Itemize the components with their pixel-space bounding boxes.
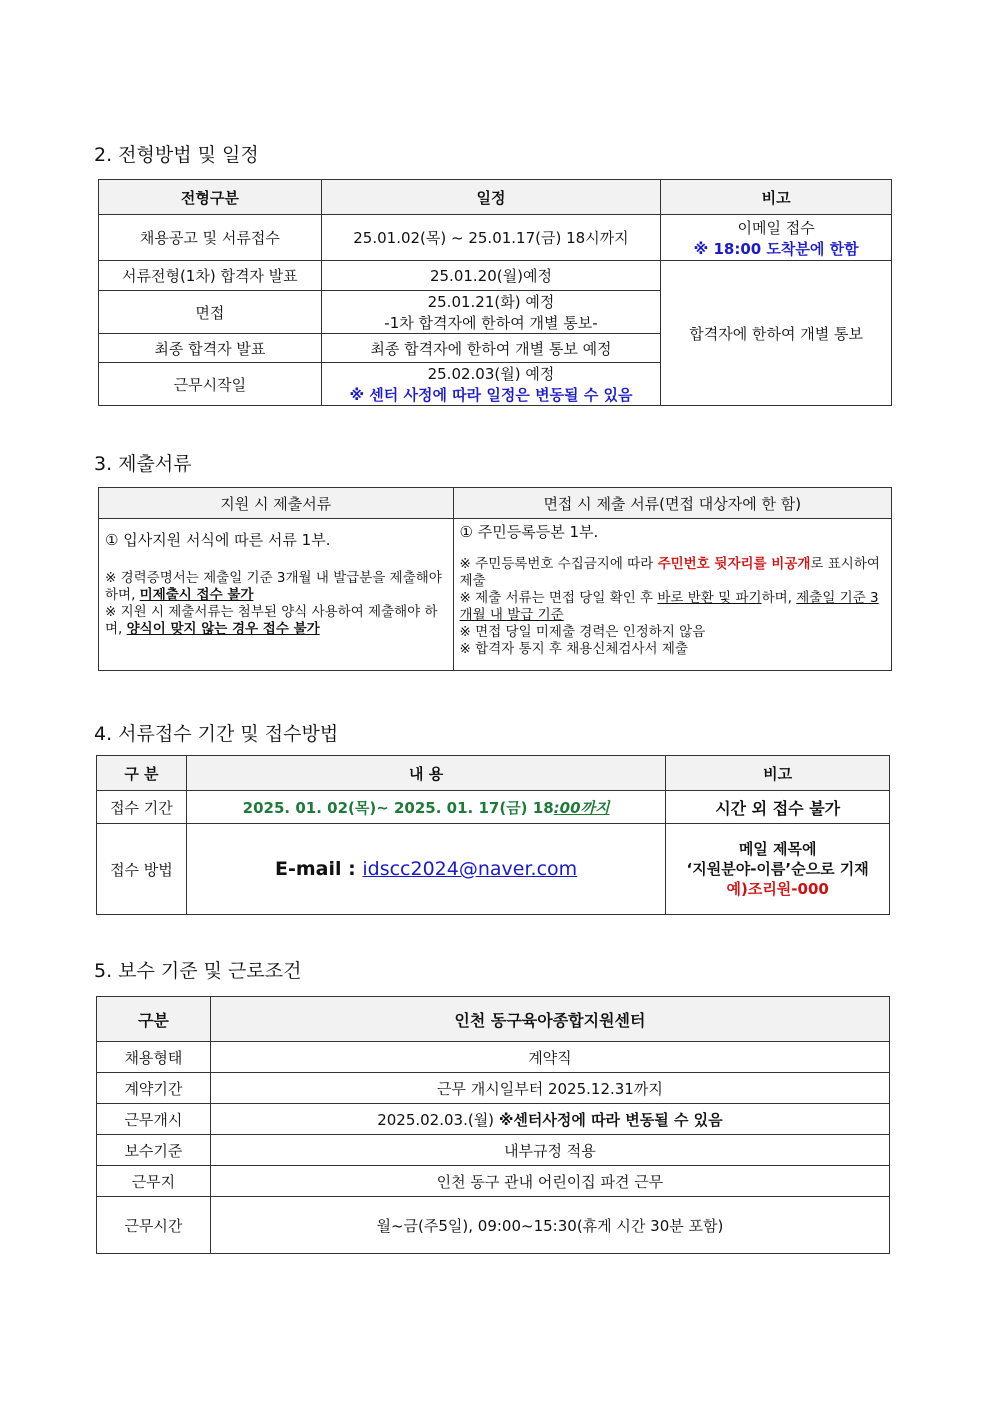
cell: 월~금(주5일), 09:00~15:30(휴게 시간 30분 포함): [210, 1197, 889, 1254]
note-highlight: ※ 18:00 도착분에 한함: [693, 239, 859, 258]
cell: 서류전형(1차) 합격자 발표: [99, 261, 322, 291]
cell: 채용형태: [97, 1042, 211, 1073]
cell: 근무개시: [97, 1104, 211, 1135]
interview-note-4: ※ 합격자 통지 후 채용신체검사서 제출: [459, 641, 688, 657]
note-text: 하며,: [761, 590, 797, 606]
table-row: [99, 215, 892, 261]
header-content: 내 용: [186, 756, 665, 791]
section-2-title: 2. 전형방법 및 일정: [94, 144, 259, 166]
apply-note-1: [105, 570, 447, 604]
cell: 면접: [99, 291, 322, 334]
section-3-title: 3. 제출서류: [94, 453, 192, 475]
apply-doc-item: ① 입사지원 서식에 따른 서류 1부.: [105, 531, 331, 549]
note-underline: 제출일 기준 3개월 내 발급 기준: [459, 590, 879, 623]
cell: 근무시작일: [99, 363, 322, 406]
note-text: ※ 주민등록번호 수집금지에 따라: [459, 556, 658, 572]
cell: 최종 합격자에 한하여 개별 통보 예정: [321, 334, 661, 363]
line: 25.01.21(화) 예정: [427, 293, 555, 311]
interview-note-1: [460, 556, 885, 590]
cell: 근무 개시일부터 2025.12.31까지: [210, 1073, 889, 1104]
conditions-table: [96, 996, 890, 1254]
table-row: [97, 791, 890, 824]
table-row: [99, 519, 892, 671]
cell-emphasis: ※센터사정에 따라 변동될 수 있음: [498, 1110, 723, 1129]
documents-table: [98, 487, 892, 671]
cell: 인천 동구 관내 어린이집 파견 근무: [210, 1166, 889, 1197]
header-apply-docs: 지원 시 제출서류: [99, 488, 454, 519]
cell: 채용공고 및 서류접수: [99, 215, 322, 261]
cell-text: 2025.02.03.(월): [377, 1110, 499, 1129]
note-text: ※ 경력증명서는 제출일 기준 3개월 내 발급분을 제출해야 하며,: [105, 570, 442, 603]
header-schedule: 일정: [321, 180, 661, 215]
cell: 시간 외 접수 불가: [666, 791, 890, 824]
note-emphasis: 양식이 맞지 않는 경우 접수 불가: [126, 621, 320, 637]
header-interview-docs: 면접 시 제출 서류(면접 대상자에 한 함): [453, 488, 891, 519]
cell: 근무지: [97, 1166, 211, 1197]
header-center: 인천 동구육아종합지원센터: [210, 997, 889, 1042]
note-line: ‘지원분야-이름’순으로 기재: [686, 860, 869, 878]
cell: 접수 방법: [97, 824, 187, 915]
table-row: [97, 1197, 890, 1254]
note-text: ※ 지원 시 제출서류는 첨부된 양식 사용하여 제출해야 하며,: [105, 604, 438, 637]
cell: 보수기준: [97, 1135, 211, 1166]
submission-table: [96, 755, 890, 915]
section-5-title: 5. 보수 기준 및 근로조건: [94, 960, 302, 982]
cell: [321, 291, 661, 334]
schedule-table: [98, 179, 892, 406]
email-label: E-mail :: [275, 858, 363, 880]
section-4-title: 4. 서류접수 기간 및 접수방법: [94, 723, 339, 745]
table-row: [97, 824, 890, 915]
interview-note-2: [460, 590, 885, 624]
note-line: 이메일 접수: [737, 218, 815, 237]
header-note: 비고: [661, 180, 892, 215]
period-cell: [186, 791, 665, 824]
line: -1차 합격자에 한하여 개별 통보-: [384, 314, 598, 332]
note-example: 예)조리원-000: [726, 880, 829, 898]
table-row: [97, 1073, 890, 1104]
interview-note-3: ※ 면접 당일 미제출 경력은 인정하지 않음: [459, 624, 706, 640]
cell: 25.01.20(월)예정: [321, 261, 661, 291]
cell: 내부규정 적용: [210, 1135, 889, 1166]
header-type: 전형구분: [99, 180, 322, 215]
period-time: :00까지: [553, 798, 610, 817]
table-row: [97, 1104, 890, 1135]
cell: [661, 215, 892, 261]
cell: 계약기간: [97, 1073, 211, 1104]
line: 25.02.03(월) 예정: [427, 365, 555, 383]
cell: [210, 1104, 889, 1135]
interview-docs-cell: [453, 519, 891, 671]
apply-note-2: [105, 604, 447, 638]
line-highlight: ※ 센터 사정에 따라 일정은 변동될 수 있음: [349, 386, 633, 404]
table-row: [99, 261, 892, 291]
table-row: [97, 1042, 890, 1073]
note-text: 로 표시하여 제출: [459, 556, 880, 589]
cell: [321, 363, 661, 406]
header-category: 구분: [97, 997, 211, 1042]
apply-docs-cell: [99, 519, 454, 671]
merged-note-cell: 합격자에 한하여 개별 통보: [661, 261, 892, 406]
note-emphasis: 미제출시 접수 불가: [139, 587, 254, 603]
note-underline: 바로 반환 및 파기: [657, 590, 762, 606]
note-red: 주민번호 뒷자리를 비공개: [657, 556, 811, 572]
cell: 근무시간: [97, 1197, 211, 1254]
table-row: [97, 1135, 890, 1166]
interview-doc-item: ① 주민등록등본 1부.: [459, 523, 599, 541]
cell: 접수 기간: [97, 791, 187, 824]
cell: [666, 824, 890, 915]
email-cell: [186, 824, 665, 915]
cell: 최종 합격자 발표: [99, 334, 322, 363]
header-category: 구 분: [97, 756, 187, 791]
note-line: 메일 제목에: [738, 840, 817, 858]
cell: 25.01.02(목) ~ 25.01.17(금) 18시까지: [321, 215, 661, 261]
note-text: ※ 제출 서류는 면접 당일 확인 후: [459, 590, 658, 606]
cell: 계약직: [210, 1042, 889, 1073]
period-text: 2025. 01. 02(목)~ 2025. 01. 17(금) 18: [242, 798, 554, 817]
header-note: 비고: [666, 756, 890, 791]
email-link[interactable]: idscc2024@naver.com: [362, 858, 578, 880]
table-row: [97, 1166, 890, 1197]
